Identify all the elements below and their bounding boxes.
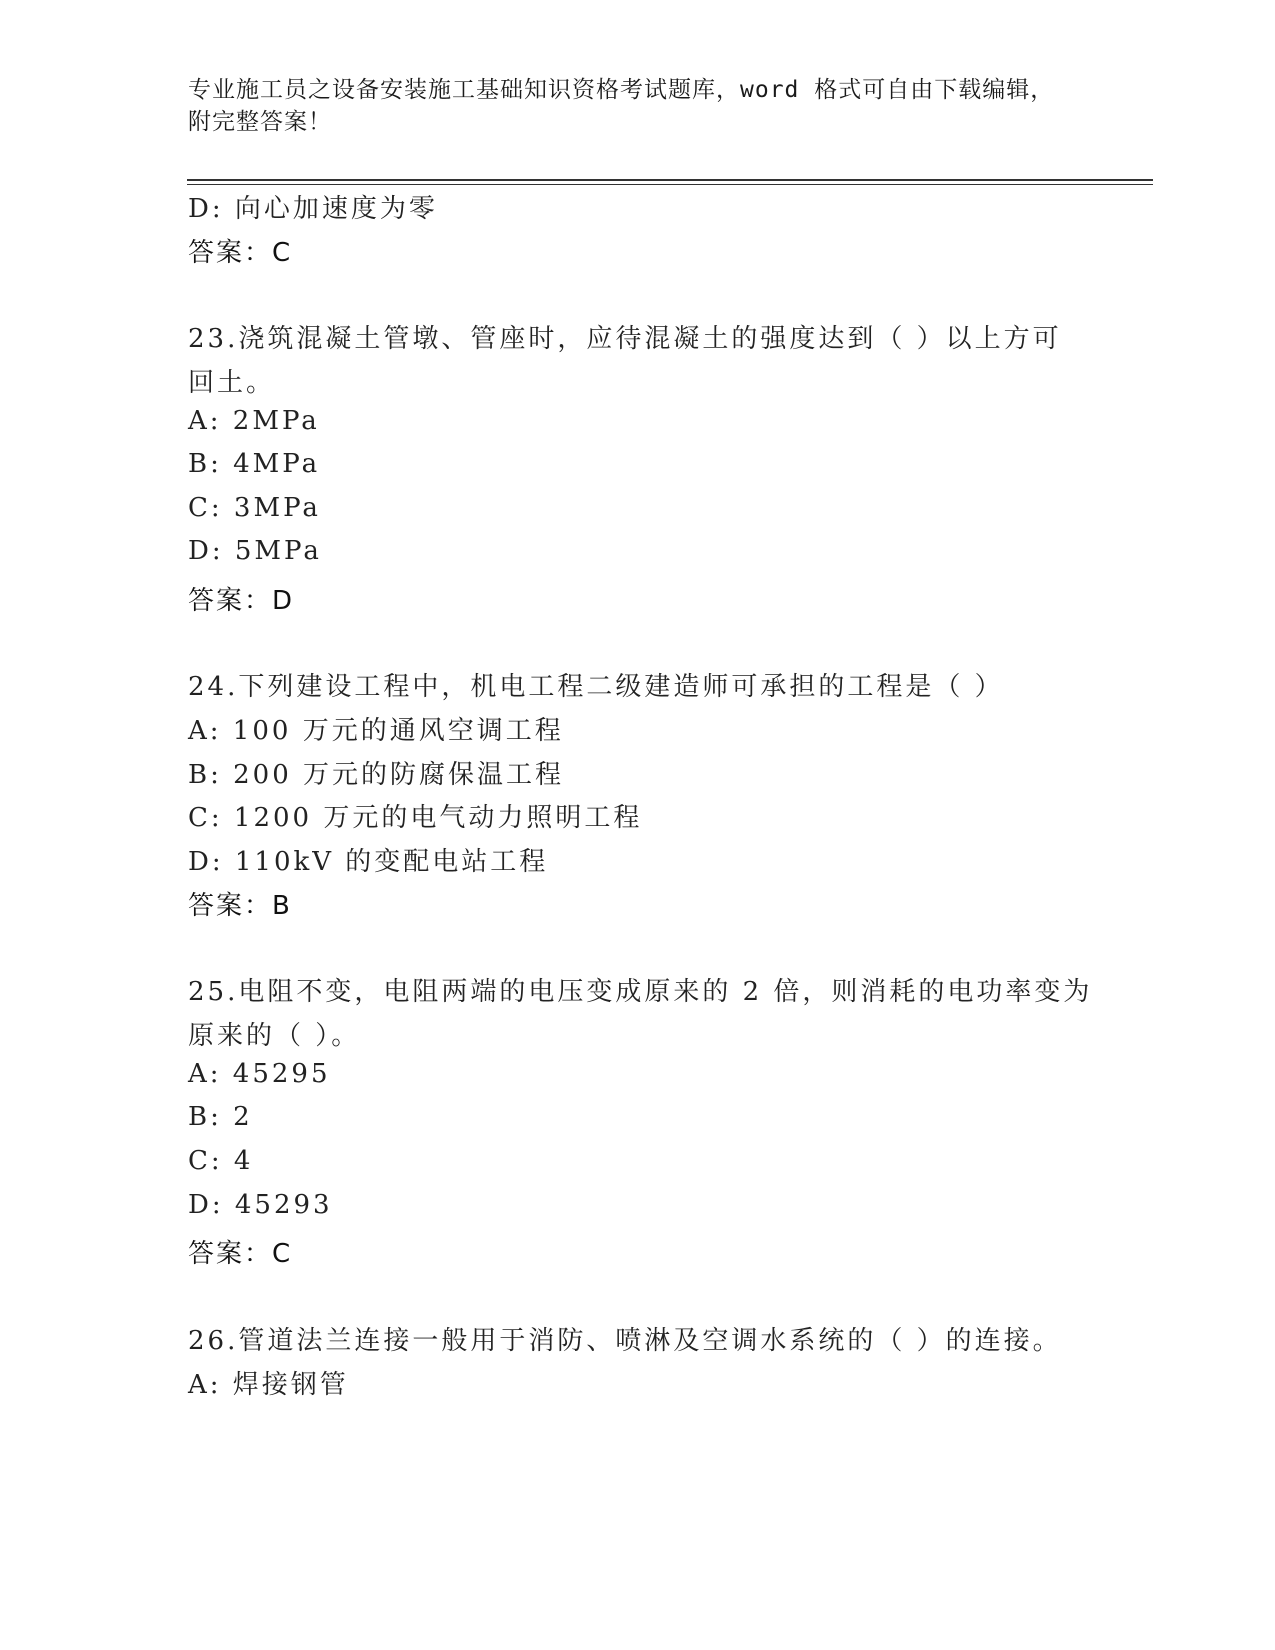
header-line-2: 附完整答案！ — [188, 109, 332, 135]
q24-answer: 答案：B — [188, 891, 292, 921]
q23-stem-line-2: 回土。 — [188, 368, 276, 398]
q23-option-d: D: 5MPa — [188, 536, 322, 566]
q24-option-a: A: 100 万元的通风空调工程 — [188, 716, 564, 746]
q23-option-c: C: 3MPa — [188, 493, 321, 523]
q26-option-a: A: 焊接钢管 — [188, 1370, 349, 1400]
q25-option-d: D: 45293 — [188, 1190, 333, 1220]
q25-option-b: B: 2 — [188, 1102, 253, 1132]
q24-option-d: D: 110kV 的变配电站工程 — [188, 847, 549, 877]
q22-option-d: D: 向心加速度为零 — [188, 194, 438, 224]
q25-option-c: C: 4 — [188, 1146, 254, 1176]
q24-option-c: C: 1200 万元的电气动力照明工程 — [188, 803, 643, 833]
q23-option-a: A: 2MPa — [188, 406, 320, 436]
q24-option-b: B: 200 万元的防腐保温工程 — [188, 760, 565, 790]
header-line-1: 专业施工员之设备安装施工基础知识资格考试题库，word 格式可自由下载编辑， — [188, 77, 1055, 103]
q25-stem-line-2: 原来的（ ）。 — [188, 1021, 361, 1051]
q25-answer: 答案：C — [188, 1239, 293, 1269]
q23-answer: 答案：D — [188, 586, 295, 616]
q22-answer: 答案：C — [188, 238, 293, 268]
q26-stem-line-1: 26.管道法兰连接一般用于消防、喷淋及空调水系统的（ ）的连接。 — [188, 1326, 1062, 1356]
q24-stem-line-1: 24.下列建设工程中，机电工程二级建造师可承担的工程是（ ） — [188, 672, 1004, 702]
q25-stem-line-1: 25.电阻不变，电阻两端的电压变成原来的 2 倍，则消耗的电功率变为 — [188, 977, 1093, 1007]
header-divider-thin — [187, 184, 1153, 185]
header-divider-thick — [187, 179, 1153, 181]
q23-stem-line-1: 23.浇筑混凝土管墩、管座时，应待混凝土的强度达到（ ）以上方可 — [188, 324, 1062, 354]
q25-option-a: A: 45295 — [188, 1059, 331, 1089]
q23-option-b: B: 4MPa — [188, 449, 321, 479]
document-header — [188, 74, 1088, 138]
